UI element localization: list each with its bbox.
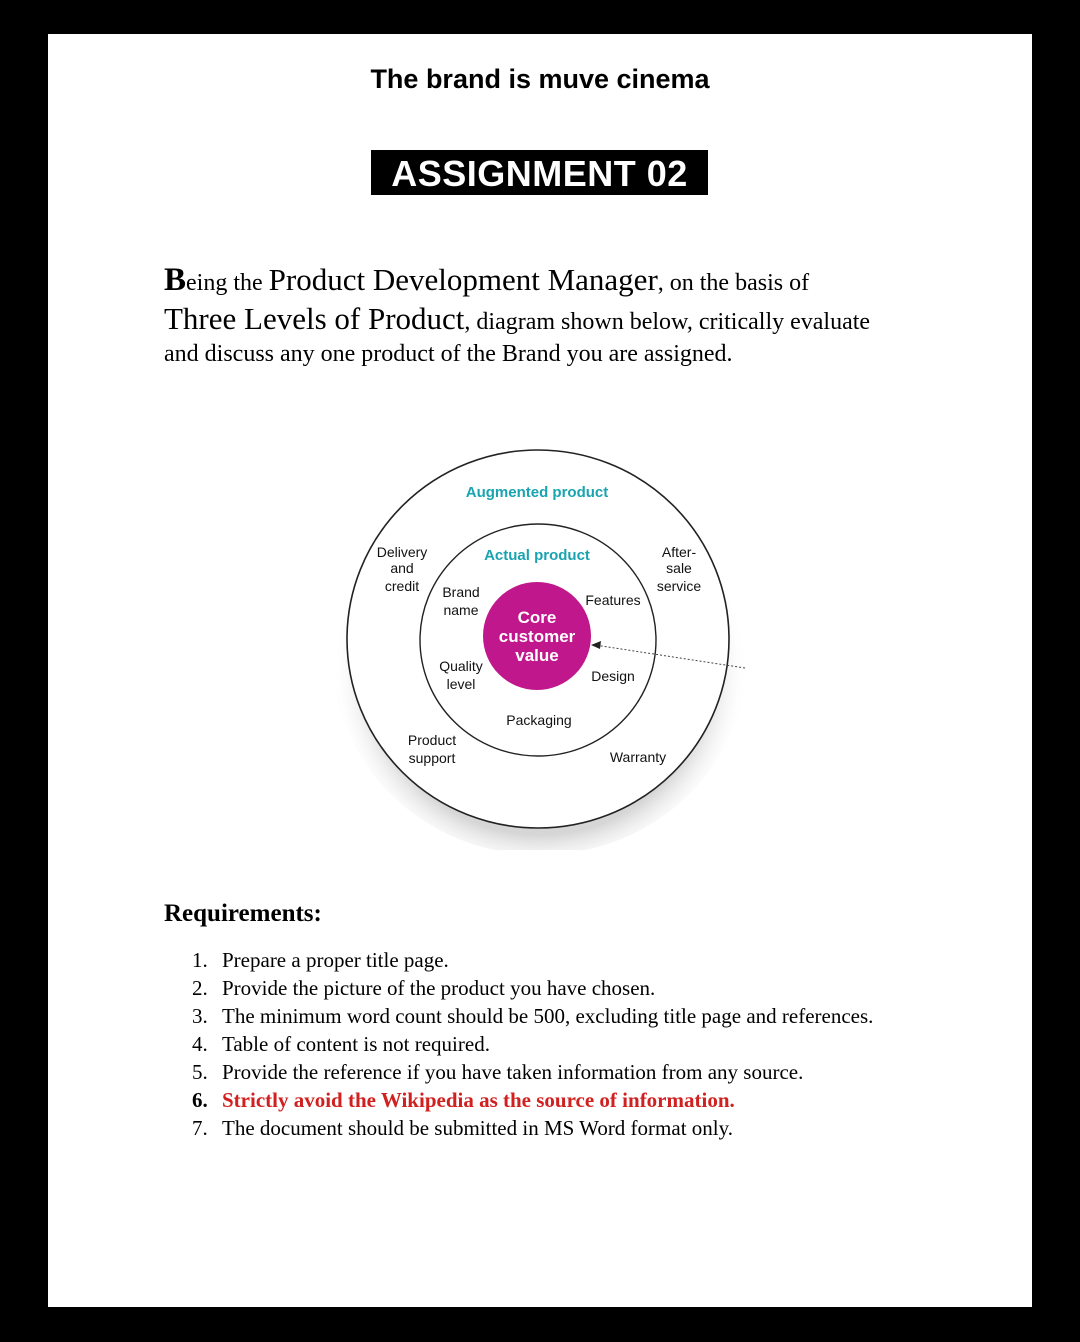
product-support-label-2: support xyxy=(408,750,456,766)
requirements-list xyxy=(164,946,884,1142)
list-item: 4. Table of content is not required. xyxy=(192,1032,490,1056)
list-item: 2. Provide the picture of the product you have chosen. xyxy=(192,976,656,1000)
features-label: Features xyxy=(585,592,641,608)
delivery-label-3: credit xyxy=(384,578,420,594)
packaging-label: Packaging xyxy=(506,712,572,728)
core-label-3: value xyxy=(515,646,559,665)
brand-title: The brand is muve cinema xyxy=(370,64,710,94)
after-sale-label-3: service xyxy=(656,578,702,594)
intro-role: Product Development Manager xyxy=(268,262,658,297)
warranty-label: Warranty xyxy=(609,749,667,765)
requirements-heading: Requirements: xyxy=(164,900,322,927)
intro-cap-letter: B xyxy=(164,262,187,298)
intro-text-2: , on the basis of xyxy=(657,270,810,296)
augmented-product-label: Augmented product xyxy=(465,484,609,501)
brand-name-label-1: Brand xyxy=(442,584,480,600)
list-item: 7. The document should be submitted in MS Word format only. xyxy=(192,1116,734,1140)
intro-text-1: eing the xyxy=(186,270,269,296)
list-item: 1. Prepare a proper title page. xyxy=(192,948,449,972)
brand-name-label-2: name xyxy=(443,602,479,618)
quality-label-2: level xyxy=(446,676,476,692)
delivery-label-1: Delivery xyxy=(376,544,428,560)
intro-paragraph xyxy=(164,262,944,372)
product-support-label-1: Product xyxy=(407,732,457,748)
intro-text-4: and discuss any one product of the Brand you are assigned. xyxy=(164,341,733,367)
intro-concept: Three Levels of Product xyxy=(164,301,465,336)
delivery-label-2: and xyxy=(390,560,414,576)
assignment-heading: ASSIGNMENT 02 xyxy=(371,150,708,195)
list-item: 5. Provide the reference if you have taken information from any source. xyxy=(192,1060,804,1084)
design-label: Design xyxy=(591,668,635,684)
after-sale-label-1: After- xyxy=(661,544,697,560)
after-sale-label-2: sale xyxy=(666,560,692,576)
list-item: 3. The minimum word count should be 500, excluding title page and references. xyxy=(192,1004,874,1028)
core-label-2: customer xyxy=(498,627,576,646)
list-item-warning: 6. Strictly avoid the Wikipedia as the source of information. xyxy=(192,1088,735,1112)
intro-text-3: , diagram shown below, critically evaluate xyxy=(464,309,871,335)
quality-label-1: Quality xyxy=(439,658,483,674)
core-label-1: Core xyxy=(517,608,557,627)
actual-product-label: Actual product xyxy=(484,547,590,564)
three-levels-diagram xyxy=(335,440,755,850)
